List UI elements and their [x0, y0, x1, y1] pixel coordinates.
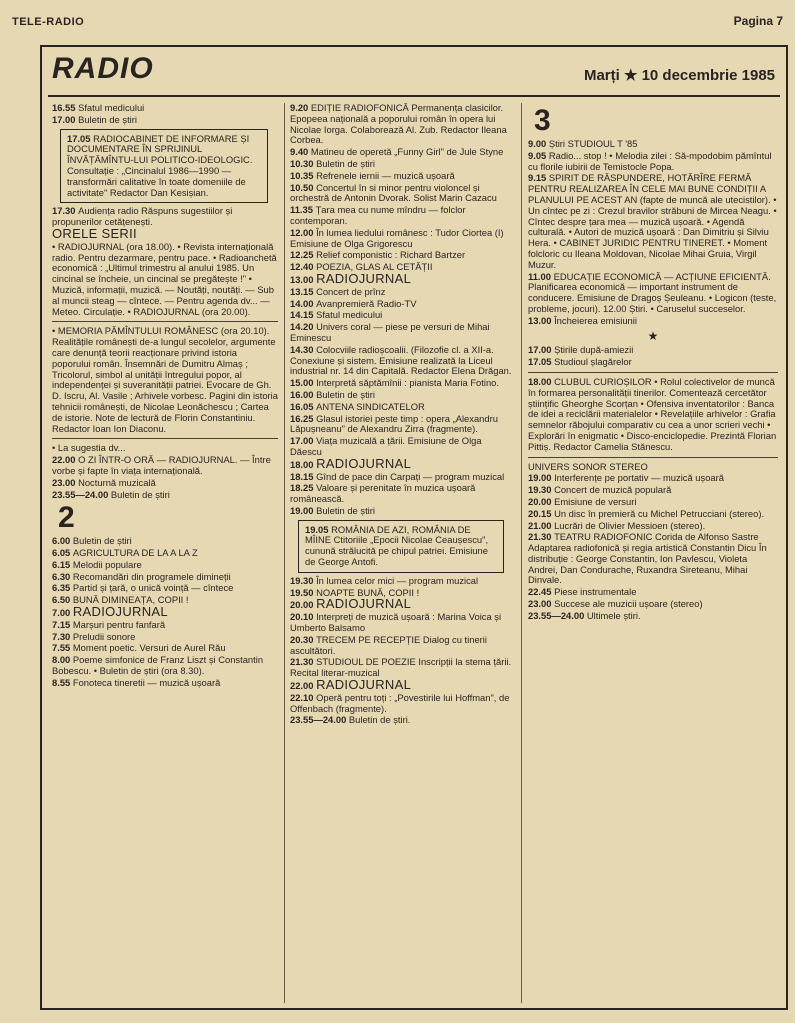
program-title: Radio... stop ! • Melodia zilei : Să-mpodobim pămîntul cu florile iubirii de Temistocle Popa.	[528, 149, 772, 172]
program-item	[290, 402, 514, 413]
program-title: ANTENA SINDICATELOR	[316, 400, 425, 412]
program-time: 8.00	[52, 654, 73, 666]
program-item	[290, 147, 514, 158]
program-time: 9.00	[528, 138, 549, 149]
section-label: TELE-RADIO	[12, 16, 85, 28]
program-time: 12.40	[290, 261, 317, 273]
program-item	[290, 250, 514, 261]
column-divider	[284, 103, 285, 1003]
program-title: Recomandări din programele dimineții	[72, 570, 231, 582]
program-item	[528, 532, 778, 586]
program-time: 11.35	[290, 204, 316, 216]
program-time: 7.00	[52, 607, 73, 619]
program-time: 18.15	[290, 470, 317, 482]
program-time: 17.30	[52, 205, 79, 217]
program-item	[290, 310, 514, 321]
program-title: Marșuri pentru fanfară	[72, 618, 166, 630]
program-item	[52, 604, 278, 620]
program-time: 10.30	[290, 157, 317, 169]
program-item	[290, 228, 514, 250]
program-item	[52, 620, 278, 631]
program-title: Studioul șlagărelor	[554, 356, 632, 368]
program-item	[290, 635, 514, 657]
day-number: 2	[58, 501, 75, 535]
program-title: Univers coral — piese pe versuri de Mihai Eminescu	[290, 321, 490, 343]
program-time: 20.15	[528, 507, 555, 519]
program-title: Încheierea emisiunii	[554, 314, 637, 326]
program-time: 19.30	[290, 574, 317, 586]
program-item	[52, 548, 278, 559]
program-time: 19.50	[290, 586, 317, 598]
program-title: Glasul istoriei peste timp : opera „Alexandru Lăpușneanu" de Alexandru Zirra (fragmente).	[290, 412, 498, 435]
program-item	[52, 490, 278, 501]
program-time: 6.50	[52, 594, 73, 606]
boxed-program-item	[298, 520, 504, 573]
program-item	[528, 587, 778, 598]
program-item	[290, 299, 514, 310]
program-title: Buletin de știri	[316, 388, 375, 400]
program-item	[52, 206, 278, 228]
program-title: Partid și țară, o unică voință — cîntece	[72, 582, 234, 594]
program-item	[290, 483, 514, 505]
program-title: Refrenele iernii — muzică ușoară	[316, 169, 455, 181]
program-item	[290, 677, 514, 693]
program-title: Buletin de știri	[72, 535, 132, 547]
program-item	[528, 272, 778, 315]
program-item	[52, 242, 278, 318]
separator-line	[52, 321, 278, 322]
program-title: • MEMORIA PĂMÎNTULUI ROMÂNESC (ora 20.10). Realitățile românești de-a lungul secolelor, argumente care denunță teorii reacționare privind istoria poporului român. Însemnări de Dumitru Almaș ; Tricolorul, simbol al unității întregului popor, al independenței și suveranității patriei. Evocare de Gh. D. Iscru, Al. Vasile ; Arhivele vorbesc. Pagini din istoria tehnicii românești, de Nicolae Leonăchescu ; Cartea de istorie. Note de lectură de Florin Constantiniu. Redactor Ioan Ion Diaconu.	[52, 325, 278, 434]
program-time: 17.00	[52, 113, 79, 125]
program-item	[528, 521, 778, 532]
program-item	[290, 693, 514, 715]
program-item	[290, 436, 514, 458]
program-title: Sfatul medicului	[316, 309, 383, 321]
program-time: 22.00	[52, 454, 79, 466]
program-title: În lumea liedului românesc : Tudor Ciortea (I) Emisiune de Olga Grigorescu	[290, 226, 504, 249]
program-time: 14.15	[290, 309, 317, 321]
boxed-program-item	[60, 129, 268, 204]
program-time: 19.00	[290, 504, 317, 516]
program-title: Matineu de operetă „Funny Girl" de Jule Styne	[310, 146, 504, 158]
program-title: Concert de prînz	[316, 285, 386, 297]
program-time: 18.25	[290, 482, 317, 494]
program-title: Interpretă săptămînii : pianista Maria Fotino.	[316, 377, 499, 389]
program-item	[290, 378, 514, 389]
program-time: 23.55—24.00	[52, 488, 111, 500]
program-time: 14.00	[290, 297, 317, 309]
program-item	[528, 462, 778, 473]
program-item	[290, 345, 514, 377]
program-item	[528, 497, 778, 508]
program-date: Marți ★ 10 decembrie 1985	[583, 67, 775, 84]
program-title: Preludii sonore	[72, 630, 136, 642]
program-title: Ultimele știri.	[586, 609, 641, 621]
program-item	[290, 171, 514, 182]
program-title: Avanpremieră Radio-TV	[316, 297, 417, 309]
program-title: • RADIOJURNAL (ora 18.00). • Revista internațională radio. Pentru dezarmare, pentru pace. • Radioanchetă economică : „Ultimul trimestru al anului 1985. Un cincinal se încheie, un cincinal se pregătește !" • Muzică, informații, muzică. — Noutăți, noutăți. — Sub al muncii steag — cîntece. — Pentru agenda dv... — Meteo. Circulație. • RADIOJURNAL (ora 20.00).	[52, 240, 277, 317]
program-title: ORELE SERII	[52, 225, 137, 241]
program-time: 22.45	[528, 586, 555, 598]
program-item	[290, 576, 514, 587]
program-title: Buletin de știri	[78, 113, 137, 125]
program-title: Operă pentru toți : „Povestirile lui Hoffman", de Offenbach (fragmente).	[290, 691, 510, 714]
program-title: ROMÂNIA DE AZI, ROMÂNIA DE MÎINE Ctitoriile „Epocii Nicolae Ceaușescu", cunună strălucită pe chipul patriei. Emisiune de George Antofi.	[305, 523, 489, 568]
program-item	[290, 183, 514, 205]
program-title: Colocviile radioșcoalii. (Filozofie cl. a XII-a. Conexiune și sistem. Emisiune realizată la Liceul industrial nr. 14 din Capitală. Redactor Elena Drăgan.	[290, 343, 512, 377]
program-title: RADIOJURNAL	[316, 455, 412, 471]
program-title: Moment poetic. Versuri de Aurel Rău	[72, 642, 226, 654]
program-item	[52, 632, 278, 643]
program-title: EDIȚIE RADIOFONICĂ Permanența clasicilor. Epopeea națională a poporului român în opera lui Nicolae Iorga. Colaborează Al. Zub. Redactor Ileana Corbea.	[290, 102, 507, 146]
program-title: Valoare și perenitate în muzica ușoară românească.	[290, 482, 476, 505]
program-title: TRECEM PE RECEPȚIE Dialog cu tinerii ascultători.	[290, 633, 487, 656]
program-title: STUDIOUL DE POEZIE Inscripții la stema țării. Recital literar-muzical	[290, 656, 512, 679]
separator-line	[528, 372, 778, 373]
program-time: 22.10	[290, 691, 317, 703]
program-item	[52, 443, 278, 454]
program-title: RADIOJURNAL	[316, 596, 412, 612]
program-title: Lucrări de Olivier Messioen (stereo).	[554, 519, 706, 531]
program-title: RADIOJURNAL	[316, 270, 412, 286]
program-item	[290, 287, 514, 298]
program-title: Relief componistic : Richard Bartzer	[316, 249, 466, 261]
program-item	[528, 151, 778, 173]
program-time: 10.50	[290, 181, 317, 193]
program-time: 10.35	[290, 169, 317, 181]
program-title: Audiența radio Răspuns sugestiilor și propunerilor cetățenești.	[52, 205, 233, 228]
program-time: 17.05	[67, 132, 94, 144]
program-item	[528, 599, 778, 610]
program-time: 19.30	[528, 484, 555, 496]
program-item	[290, 472, 514, 483]
program-item	[52, 326, 278, 434]
program-title: Sfatul medicului	[78, 102, 145, 113]
program-title: RADIOJURNAL	[316, 677, 412, 693]
program-title: Poeme simfonice de Franz Liszt și Constantin Bobescu. • Buletin de știri (ora 8.30).	[52, 654, 264, 677]
program-time: 9.05	[528, 149, 549, 161]
program-time: 23.55—24.00	[290, 714, 349, 726]
program-item	[528, 357, 778, 368]
program-title: Buletin de știri	[316, 504, 375, 516]
star-divider: ★	[647, 328, 659, 343]
program-item	[52, 643, 278, 654]
program-time: 21.30	[528, 531, 555, 543]
program-item	[528, 345, 778, 356]
program-item	[52, 572, 278, 583]
program-title: Interferențe pe portativ — muzică ușoară	[554, 472, 724, 484]
program-time: 7.55	[52, 642, 73, 654]
program-item	[528, 173, 778, 270]
program-time: 17.00	[290, 435, 317, 447]
program-time: 21.30	[290, 656, 317, 668]
program-item	[528, 611, 778, 622]
program-time: 17.00	[528, 344, 555, 356]
program-time: 21.00	[528, 519, 555, 531]
program-time: 20.00	[290, 599, 317, 611]
program-item	[528, 473, 778, 484]
program-title: Un disc în premieră cu Michel Petrucciani (stereo).	[554, 507, 765, 519]
program-title: Melodii populare	[72, 558, 142, 570]
program-time: 16.05	[290, 400, 317, 412]
program-title: Știri STUDIOUL T '85	[548, 138, 638, 149]
program-item	[52, 678, 278, 689]
program-column-3	[528, 103, 778, 623]
program-time: 6.30	[52, 570, 73, 582]
program-time: 18.00	[528, 375, 555, 387]
program-time: 20.30	[290, 633, 317, 645]
program-time: 22.00	[290, 680, 317, 692]
program-title: AGRICULTURA DE LA A LA Z	[72, 547, 198, 559]
program-item	[290, 390, 514, 401]
program-time: 7.30	[52, 630, 73, 642]
program-item	[290, 270, 514, 286]
program-time: 12.00	[290, 226, 317, 238]
program-item	[52, 455, 278, 477]
program-item	[290, 596, 514, 612]
program-title: SPIRIT DE RĂSPUNDERE, HOTĂRÎRE FERMĂ PENTRU REALIZAREA ÎN CELE MAI BUNE CONDIȚII A PLANULUI PE ACEST AN (fapte de muncă ale utecistilor). • Un cîntec pe zi : Crezul bravilor străbuni de Mircea Neagu. • Cîntec despre țara mea — muzică ușoară. • Agendă culturală. • Autori de muzică ușoară : Dan Dimitriu și Silviu Hera. • CABINET JURIDIC PENTRU TINERET. • Moment folcloric cu Ileana Moldovan, Nicolae Mihai Gruia, Virgil Muzur.	[528, 172, 777, 270]
program-time: 16.25	[290, 412, 317, 424]
program-item	[52, 655, 278, 677]
separator-line	[528, 457, 778, 458]
program-item	[290, 455, 514, 471]
program-item	[290, 103, 514, 146]
column-divider	[521, 103, 522, 1003]
program-item	[528, 377, 778, 453]
program-time: 6.35	[52, 582, 73, 594]
program-title: EDUCAȚIE ECONOMICĂ — ACȚIUNE EFICIENTĂ. Planificarea economică — important instrument de conducere. Emisiune de Dragoș Șeuleanu. • Logicon (teste, probleme, jocuri). 12.00 Știri. • Caruselul succeselor.	[528, 270, 777, 314]
program-title: Buletin de știri.	[348, 714, 411, 726]
program-item	[528, 316, 778, 327]
program-title: POEZIA, GLAS AL CETĂȚII	[316, 261, 433, 273]
program-item	[528, 485, 778, 496]
program-title: RADIOJURNAL	[72, 604, 168, 620]
program-title: În lumea celor mici — program muzical	[316, 574, 479, 586]
program-time: 6.15	[52, 558, 73, 570]
program-title: • La sugestia dv...	[52, 442, 126, 454]
program-time: 16.00	[290, 388, 317, 400]
program-item	[52, 225, 278, 241]
program-title: Țara mea cu nume mîndru — folclor contemporan.	[290, 204, 466, 226]
title-rule	[48, 95, 780, 97]
program-item	[290, 414, 514, 436]
program-time: 9.15	[528, 172, 549, 184]
program-time: 20.00	[528, 495, 555, 507]
program-item	[290, 612, 514, 634]
program-time: 19.05	[305, 523, 332, 535]
program-title: O ZI ÎNTR-O ORĂ — RADIOJURNAL. — Între vorbe și fapte în viața internațională.	[52, 454, 271, 476]
program-item	[290, 715, 514, 726]
program-title: Știrile după-amiezii	[554, 344, 634, 356]
program-item	[290, 506, 514, 517]
program-item	[528, 139, 778, 150]
program-title: CLUBUL CURIOȘILOR • Rolul colectivelor de muncă în formarea personalității tinerilor. Comentează cercetător științific Gheorghe Scorțan • Ofensiva inventatorilor : Banca de idei a reciclării materialelor • Revelațiile arhivelor : Grafia semnelor răbojului comparativ cu cea a unor scrieri vechi • Explorări în enigmatic • Disco-enciclopedie. Prezintă Florian Pittiș. Redactor Camelia Stănescu.	[528, 375, 777, 452]
separator-line	[52, 438, 278, 439]
program-title: Fonoteca tineretii — muzică ușoară	[72, 676, 221, 688]
program-item	[52, 103, 278, 114]
program-time: 12.25	[290, 249, 317, 261]
program-title: BUNĂ DIMINEAȚA, COPII !	[72, 594, 189, 606]
program-time: 14.20	[290, 321, 317, 333]
program-time: 11.00	[528, 270, 554, 282]
program-time: 23.00	[528, 598, 555, 610]
program-column-1	[52, 103, 278, 690]
program-time: 23.55—24.00	[528, 609, 587, 621]
program-time: 15.00	[290, 377, 317, 389]
program-time: 17.05	[528, 356, 555, 368]
program-item	[290, 322, 514, 344]
program-title: Emisiune de versuri	[554, 495, 637, 507]
program-title: Concert de muzică populară	[554, 484, 672, 496]
program-column-2	[290, 103, 514, 727]
page-number: Pagina 7	[733, 14, 783, 28]
program-title: Succese ale muzicii ușoare (stereo)	[554, 598, 703, 610]
program-item	[290, 205, 514, 227]
program-title: Gînd de pace din Carpați — program muzical	[316, 470, 505, 482]
program-title: Piese instrumentale	[554, 586, 637, 598]
program-time: 7.15	[52, 618, 73, 630]
program-time: 19.00	[528, 472, 555, 484]
program-title: RADIOCABINET DE INFORMARE ȘI DOCUMENTARE ÎN SPRIJINUL ÎNVĂȚĂMÎNTU-LUI POLITICO-IDEOLOGIC. Consultație : „Cincinalul 1986—1990 — transformări calitative în toate domeniile de activitate" Redactor Dan Kesișian.	[67, 132, 253, 198]
page-header	[0, 0, 795, 30]
program-item	[52, 560, 278, 571]
program-item	[52, 115, 278, 126]
program-item	[52, 478, 278, 489]
program-item	[52, 536, 278, 547]
program-time: 23.00	[52, 476, 79, 488]
program-time: 13.00	[528, 314, 555, 326]
program-title: Buletin de știri	[110, 488, 170, 500]
program-title: Viața muzicală a țării. Emisiune de Olga Dăescu	[290, 435, 482, 457]
program-time: 6.05	[52, 547, 73, 559]
program-title: Interpreți de muzică ușoară : Marina Voica și Umberto Balsamo	[290, 611, 502, 634]
program-title: UNIVERS SONOR STEREO	[528, 460, 648, 472]
program-time: 20.10	[290, 611, 317, 623]
program-item	[528, 509, 778, 520]
program-title: Concertul în si minor pentru violoncel și orchestră de Antonin Dvorak. Solist Marin Cazacu	[290, 181, 497, 204]
program-time: 8.55	[52, 676, 73, 688]
program-time: 9.40	[290, 146, 311, 158]
program-title: NOAPTE BUNĂ, COPII !	[316, 586, 420, 598]
program-title: Nocturnă muzicală	[78, 476, 156, 488]
program-item	[290, 159, 514, 170]
program-time: 16.55	[52, 102, 79, 113]
program-title: TEATRU RADIOFONIC Corida de Alfonso Sastre Adaptarea radiofonică și regia artistică Constantin Dicu În distribuție : George Constantin, Ion Pavlescu, Violeta Andrei, Dan Condurache, Ruxandra Sireteanu, Mihai Dinvale.	[528, 531, 767, 586]
program-item	[52, 583, 278, 594]
program-time: 13.15	[290, 285, 317, 297]
page-title: RADIO	[52, 52, 154, 85]
program-title: Buletin de știri	[316, 157, 375, 169]
day-number: 3	[534, 104, 551, 137]
program-item	[290, 657, 514, 679]
program-time: 13.00	[290, 273, 317, 285]
program-time: 9.20	[290, 102, 311, 113]
program-time: 14.30	[290, 343, 317, 355]
program-time: 6.00	[52, 535, 73, 547]
program-time: 18.00	[290, 458, 317, 470]
